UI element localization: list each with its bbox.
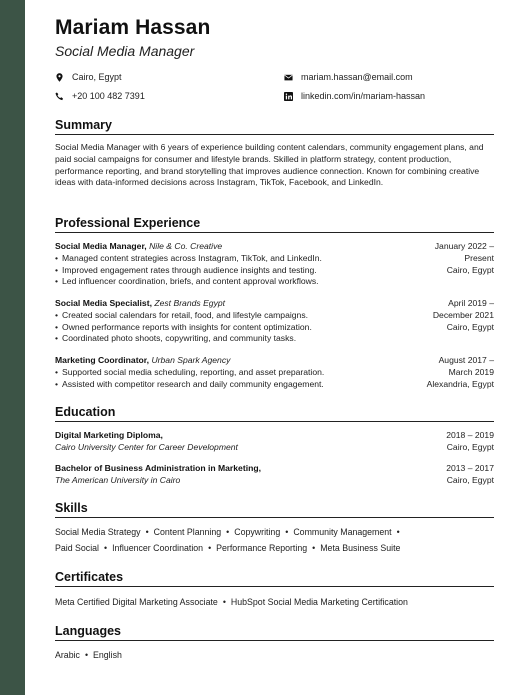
job-bullet: • Created social calendars for retail, food, and lifestyle campaigns. <box>55 310 395 322</box>
school-name: Cairo University Center for Career Development <box>55 441 238 452</box>
contact-location <box>55 72 122 82</box>
job-role: Marketing Coordinator, <box>55 355 150 365</box>
job-date-start: January 2022 – <box>434 241 494 251</box>
education-dates: 2018 – 2019 <box>446 430 494 440</box>
skills-line-1: Social Media Strategy • Content Planning • Copywriting • Community Management • <box>55 527 400 537</box>
job-role: Social Media Specialist, <box>55 298 152 308</box>
job-bullet: • Supported social media scheduling, reporting, and asset preparation. <box>55 367 395 379</box>
candidate-role: Social Media Manager <box>55 43 195 59</box>
skill-item: Social Media Strategy <box>55 527 141 537</box>
email-text[interactable]: mariam.hassan@email.com <box>301 72 413 82</box>
job-bullet: • Owned performance reports with insights for content optimization. <box>55 322 395 334</box>
linkedin-text[interactable]: linkedin.com/in/mariam-hassan <box>301 91 426 101</box>
skill-item: Copywriting <box>234 527 281 537</box>
contact-phone <box>55 91 145 101</box>
job-bullet: • Improved engagement rates through audience insights and testing. <box>55 265 395 277</box>
skill-item: Community Management <box>293 527 392 537</box>
certificate-item: HubSpot Social Media Marketing Certification <box>230 597 408 607</box>
education-location: Cairo, Egypt <box>446 474 494 485</box>
language-item: Arabic <box>55 650 80 660</box>
job-company: Urban Spark Agency <box>151 355 231 365</box>
school-name: The American University in Cairo <box>55 474 181 485</box>
email-icon <box>284 73 293 82</box>
linkedin-icon <box>284 92 293 101</box>
job-date-end: December 2021 <box>432 309 494 320</box>
job-location: Cairo, Egypt <box>446 321 494 332</box>
job-bullet: • Coordinated photo shoots, copywriting, and community tasks. <box>55 333 395 345</box>
location-text: Cairo, Egypt <box>72 72 122 82</box>
job-bullet: • Assisted with competitor research and daily community engagement. <box>55 379 395 391</box>
skill-item: Content Planning <box>153 527 222 537</box>
degree-name: Bachelor of Business Administration in Marketing, <box>55 463 261 473</box>
education-heading: Education <box>55 405 494 422</box>
contact-email[interactable] <box>284 72 413 82</box>
languages-heading: Languages <box>55 624 494 641</box>
job-date-start: April 2019 – <box>448 298 494 308</box>
job-location: Alexandria, Egypt <box>426 378 494 389</box>
contact-linkedin[interactable] <box>284 91 425 101</box>
experience-heading: Professional Experience <box>55 216 494 233</box>
location-pin-icon <box>55 73 64 82</box>
job-company: Nile & Co. Creative <box>149 241 223 251</box>
education-location: Cairo, Egypt <box>446 441 494 452</box>
skills-heading: Skills <box>55 501 494 518</box>
skill-item: Meta Business Suite <box>320 543 401 553</box>
certificates-heading: Certificates <box>55 570 494 587</box>
candidate-name: Mariam Hassan <box>55 16 211 39</box>
job-location: Cairo, Egypt <box>446 264 494 275</box>
job-date-start: August 2017 – <box>438 355 494 365</box>
language-item: English <box>93 650 122 660</box>
languages-line: Arabic • English <box>55 650 122 660</box>
certificate-item: Meta Certified Digital Marketing Associate <box>55 597 218 607</box>
summary-text: Social Media Manager with 6 years of experience building content calendars, community engagement plans, and paid social campaigns for consumer and lifestyle brands. Skilled in platform strategy, content production, performance reporting, and brand storytelling that improves audience connection. Known for combining creative ideas with data-informed decisions across Instagram, TikTok, Facebook, and LinkedIn. <box>55 142 484 188</box>
job-company: Zest Brands Egypt <box>154 298 226 308</box>
skill-item: Paid Social <box>55 543 100 553</box>
degree-name: Digital Marketing Diploma, <box>55 430 163 440</box>
job-bullet: • Led influencer coordination, briefs, and content approval workflows. <box>55 276 395 288</box>
sidebar-accent-bar <box>0 0 25 695</box>
certificates-line: Meta Certified Digital Marketing Associate • HubSpot Social Media Marketing Certification <box>55 597 408 607</box>
skill-item: Influencer Coordination <box>112 543 204 553</box>
job-date-end: March 2019 <box>448 366 494 377</box>
phone-icon <box>55 92 64 101</box>
skills-line-2: Paid Social • Influencer Coordination • Performance Reporting • Meta Business Suite <box>55 543 401 553</box>
skill-item: Performance Reporting <box>216 543 308 553</box>
phone-text: +20 100 482 7391 <box>72 91 145 101</box>
job-date-end: Present <box>464 252 494 263</box>
education-dates: 2013 – 2017 <box>446 463 494 473</box>
summary-heading: Summary <box>55 118 494 135</box>
job-role: Social Media Manager, <box>55 241 147 251</box>
job-bullet: • Managed content strategies across Instagram, TikTok, and LinkedIn. <box>55 253 395 265</box>
